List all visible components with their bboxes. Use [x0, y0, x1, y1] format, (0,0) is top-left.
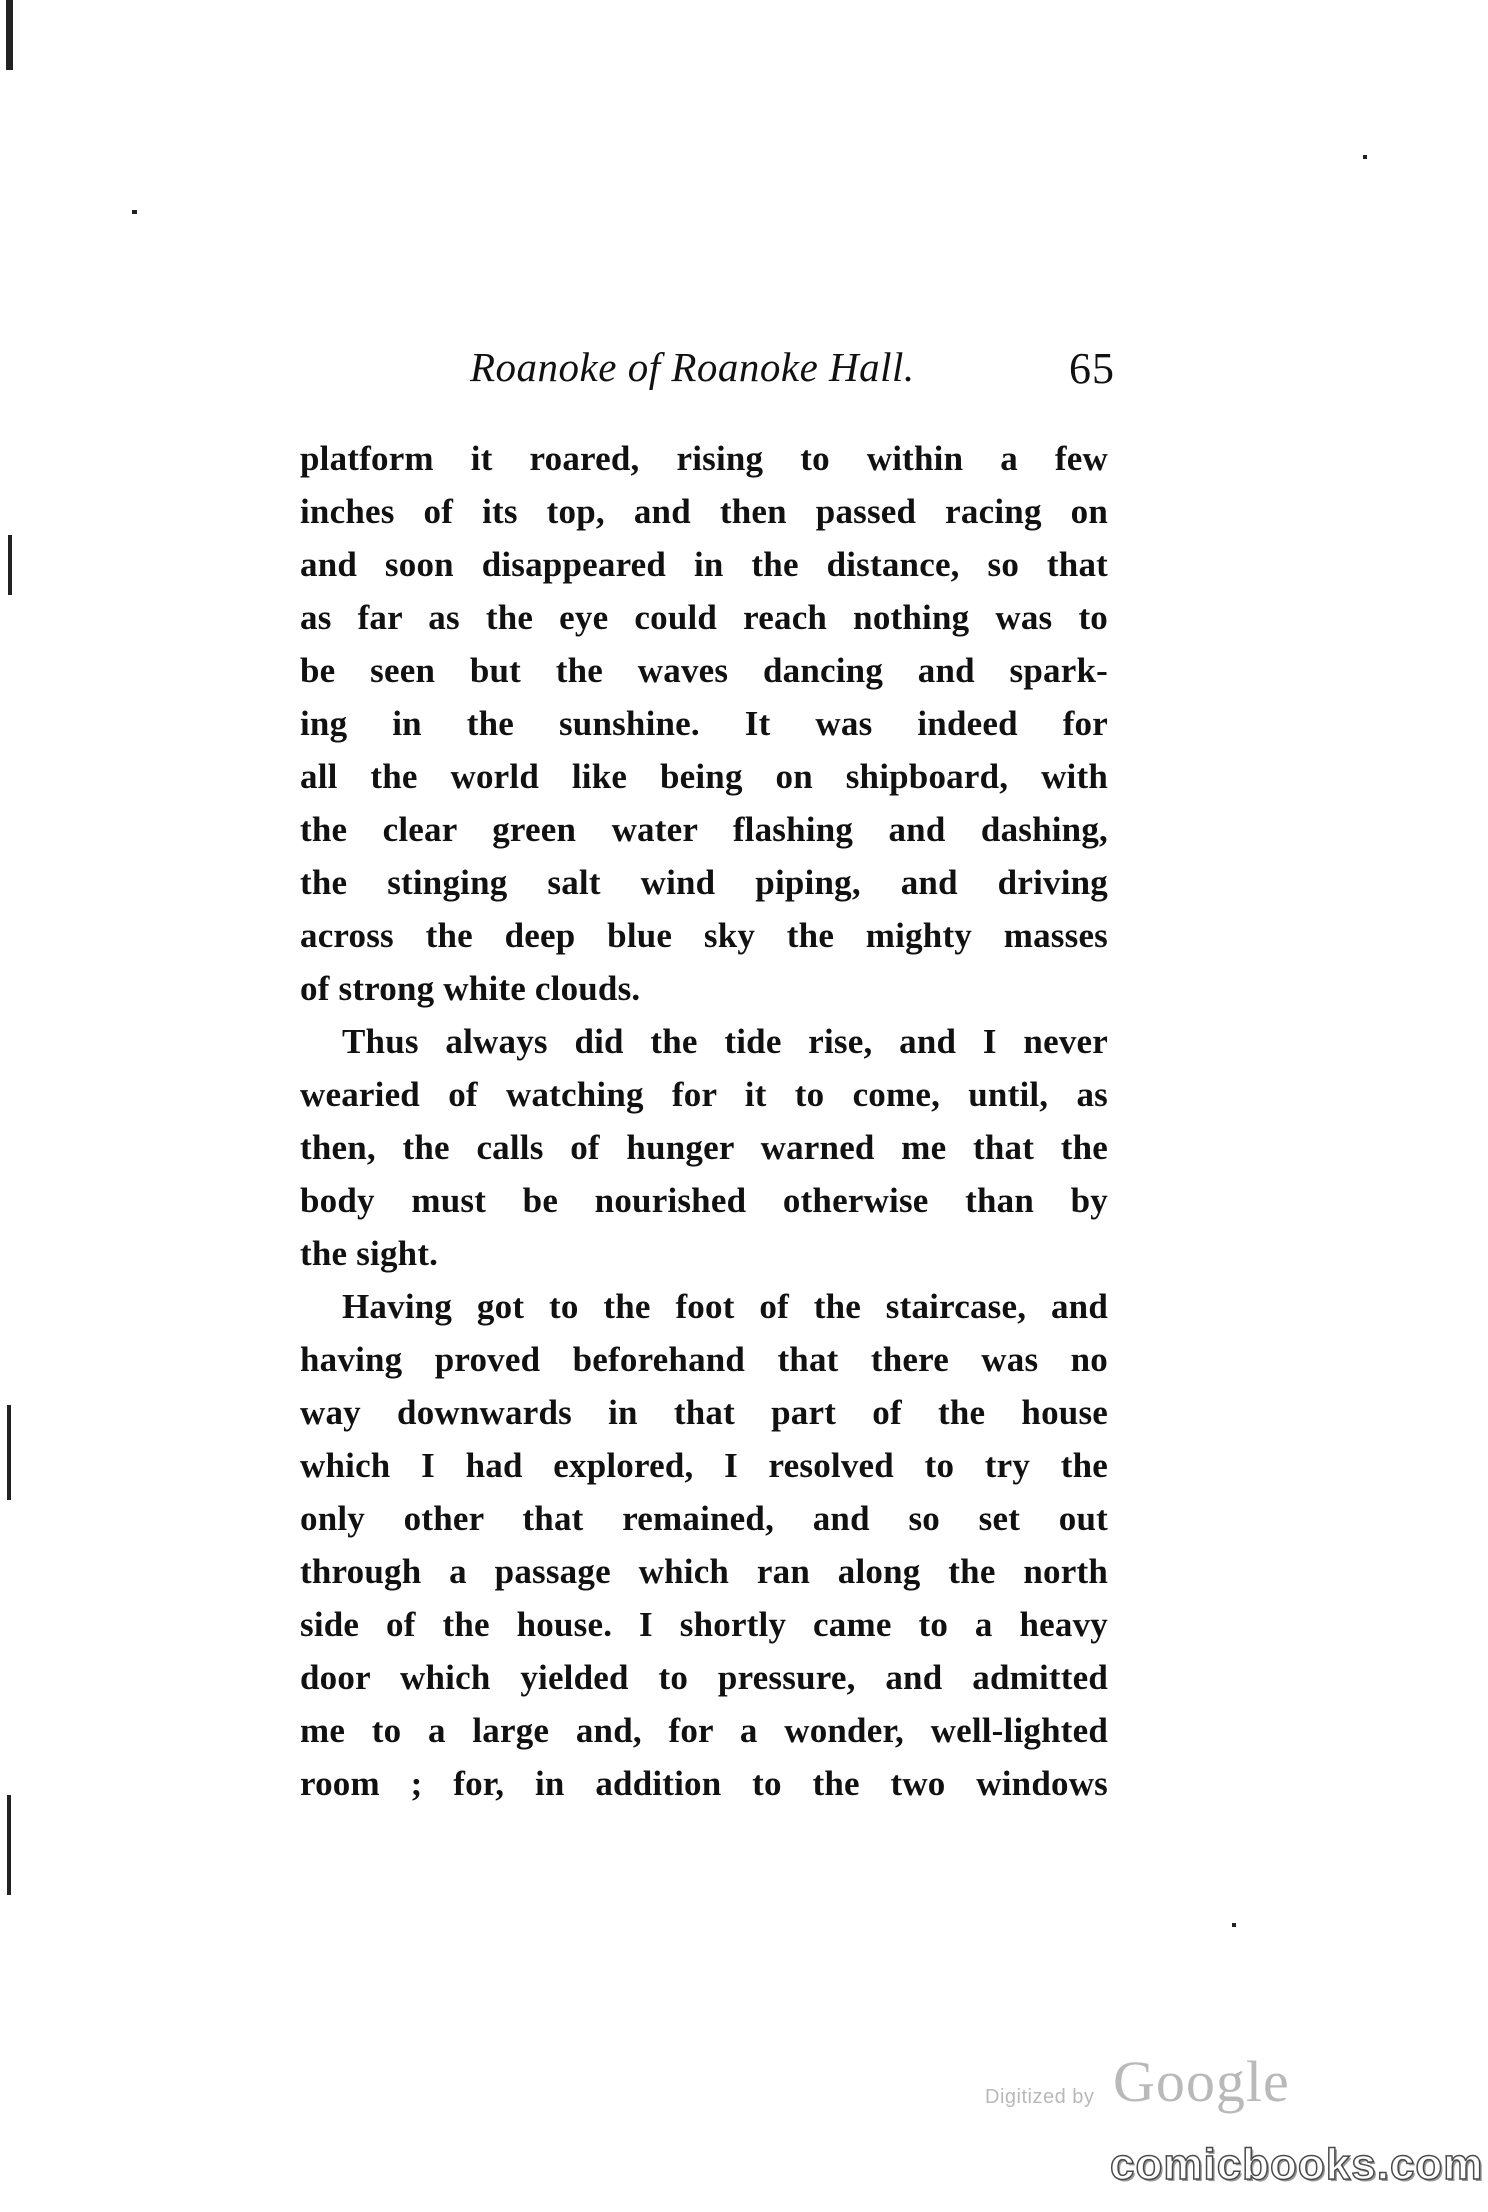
- text-line: of strong white clouds.: [300, 969, 641, 1008]
- text-line: wearied of watching for it to come, until, as: [300, 1075, 1108, 1114]
- digitized-prefix: Digitized by: [985, 2086, 1095, 2108]
- text-line: which I had explored, I resolved to try the: [300, 1446, 1108, 1485]
- text-line: Having got to the foot of the staircase, and: [342, 1287, 1108, 1326]
- text-line: across the deep blue sky the mighty masses: [300, 916, 1108, 955]
- speck: [132, 210, 137, 214]
- binding-mark: [7, 1795, 11, 1895]
- running-header: [470, 343, 1115, 393]
- text-line: as far as the eye could reach nothing was to: [300, 598, 1108, 637]
- google-logo: Google: [1113, 2049, 1290, 2114]
- text-line: the clear green water flashing and dashing,: [300, 810, 1108, 849]
- text-line: body must be nourished otherwise than by: [300, 1181, 1108, 1220]
- text-line: all the world like being on shipboard, with: [300, 757, 1108, 796]
- text-line: the sight.: [300, 1234, 439, 1273]
- text-line: only other that remained, and so set out: [300, 1499, 1108, 1538]
- text-line: door which yielded to pressure, and admitted: [300, 1658, 1108, 1697]
- text-line: and soon disappeared in the distance, so that: [300, 545, 1108, 584]
- text-line: through a passage which ran along the north: [300, 1552, 1108, 1591]
- text-line: then, the calls of hunger warned me that the: [300, 1128, 1108, 1167]
- speck: [1232, 1923, 1236, 1927]
- digitized-by-google-stamp: [985, 2048, 1305, 2128]
- binding-mark: [7, 1405, 11, 1500]
- text-line: me to a large and, for a wonder, well-lighted: [300, 1711, 1108, 1750]
- text-line: Thus always did the tide rise, and I never: [342, 1022, 1108, 1061]
- site-watermark: comicbooks.com: [1110, 2140, 1484, 2189]
- running-title: Roanoke of Roanoke Hall.: [470, 344, 915, 390]
- text-line: be seen but the waves dancing and spark-: [300, 651, 1108, 690]
- speck: [1363, 155, 1367, 159]
- text-line: room ; for, in addition to the two windows: [300, 1764, 1108, 1803]
- page-number: 65: [1069, 344, 1115, 393]
- binding-mark: [6, 0, 13, 70]
- text-line: inches of its top, and then passed racing on: [300, 492, 1108, 531]
- text-line: ing in the sunshine. It was indeed for: [300, 704, 1108, 743]
- text-line: platform it roared, rising to within a few: [300, 439, 1108, 478]
- text-line: the stinging salt wind piping, and driving: [300, 863, 1108, 902]
- binding-mark: [8, 535, 12, 595]
- text-line: side of the house. I shortly came to a heavy: [300, 1605, 1108, 1644]
- text-line: having proved beforehand that there was no: [300, 1340, 1108, 1379]
- text-line: way downwards in that part of the house: [300, 1393, 1108, 1432]
- page-body: [300, 432, 1108, 1810]
